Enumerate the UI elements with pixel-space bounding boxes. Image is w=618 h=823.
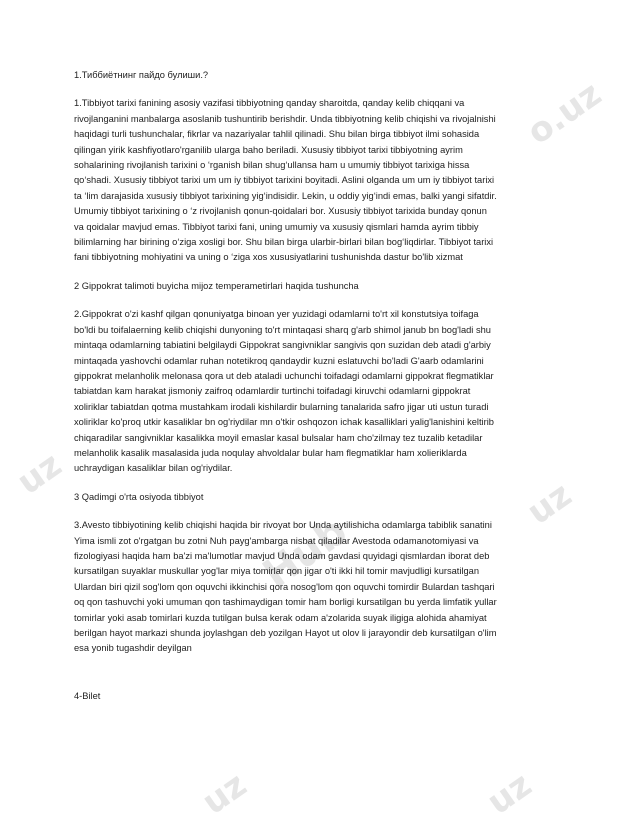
- question-2-title: 2 Gippokrat talimoti buyicha mijoz temperametirlari haqida tushuncha: [74, 280, 359, 291]
- paragraph-line: fani tibbiyotning mohiyatini va uning o ‘ziga xos xususiyatlarini tushunishda dastur bo'lib xizmat: [74, 252, 463, 263]
- paragraph-line: Umumiy tibbiyot tarixining o ‘z rivojlanish qonun-qoidalari bor. Xususiy tibbiyot tarixida bunday qonun: [74, 206, 487, 217]
- paragraph-line: qilingan yirik kashfiyotlaro'rganilib ularga baho beriladi. Xususiy tibbiyot tarixi tibbiyotning ayrim: [74, 144, 463, 155]
- watermark: uz: [10, 444, 69, 503]
- answer-2-paragraph: [74, 307, 548, 476]
- paragraph-line: xoliriklar ko'proq utkir kasaliklar bn og'riydilar mn o'tkir oshqozon ichak kasalliklari yalig'lanishini keltirib: [74, 417, 494, 428]
- paragraph-line: mintaqa odamlarning tabiatini belgilaydi Gippokrat sangivniklar sangivis qon suzidan deb atadi g'arbiy: [74, 340, 491, 351]
- paragraph-line: 2.Gippokrat o'zi kashf qilgan qonuniyatga binoan yer yuzidagi odamlarni to'rt xil konstutsiya toifaga: [74, 309, 479, 320]
- paragraph-line: sohalarining rivojlanish tarixini o ‘rganish bilan shug‘ullansa ham u umumiy tibbiyot tarixiga hissa: [74, 160, 470, 171]
- paragraph-line: ta ‘lim darajasida xususiy tibbiyot tarixining yig‘indisidir. Lekin, u oddiy yig‘indi emas, balki yangi sifatdir.: [74, 190, 497, 201]
- watermark: uz: [480, 764, 539, 823]
- question-1-title: 1.Тиббиётнинг пайдо булиши.?: [74, 70, 209, 80]
- paragraph-line: Yima ismli zot o'rgatgan bu zotni Nuh payg'ambarga nisbat qiladilar Avestoda odamanotomiyasi va: [74, 535, 479, 546]
- paragraph-line: xoliriklar tabiatdan qotma mustahkam irodali kishilardir bularning tanalarida safro jigar uti ustun turadi: [74, 401, 489, 412]
- paragraph-line: haqidagi turli tushunchalar, fikrlar va nazariyalar tahlil qilinadi. Shu bilan birga tibbiyot ilmi sohasida: [74, 129, 480, 140]
- paragraph-line: bilimlarning har birining o‘ziga xosligi bor. Shu bilan birga ularbir-birlari bilan bog‘liqdirlar. Tibbiyot tarixi: [74, 237, 494, 248]
- paragraph-line: oq qon tashuvchi yoki umuman qon tashimaydigan tomir ham borligi kursatilgan bu yerda limfatik yullar: [74, 597, 497, 608]
- paragraph-line: qo‘shadi. Xususiy tibbiyot tarixi um um iy tibbiyot tarixini boyitadi. Aslini olganda um um iy tibbiyot tarixi: [74, 175, 495, 186]
- paragraph-line: chiqaradilar sangivniklar kasalikka moyil emaslar kasal bulsalar ham cho'zilmay tez tuzalib ketadilar: [74, 432, 483, 443]
- watermark: uz: [520, 474, 579, 533]
- paragraph-line: kursatilgan suyaklar muskullar yog'lar miya tomirlar qon jigar o'ti ikki hil tomir mavjudligi kursatilgan: [74, 566, 480, 577]
- paragraph-line: fizologiyasi haqida ham ba'zi ma'lumotlar mavjud Unda odam gavdasi quyidagi qismlardan iborat deb: [74, 550, 490, 561]
- answer-3-paragraph: [74, 518, 548, 657]
- watermark: o.uz: [520, 73, 609, 153]
- paragraph-line: berilgan hayot markazi shunda joylashgan deb yozilgan Hayot ut olov li jarayondir deb kursatilgan o'lim: [74, 628, 497, 638]
- paragraph-line: uchraydigan kasaliklar bilan og'riydilar.: [74, 463, 233, 474]
- paragraph-line: mintaqada yashovchi odamlar ruhan notetikroq qandaydir kuzni eslatuvchi bo'ladi G'aarb odamlarini: [74, 355, 484, 366]
- question-3-title: 3 Qadimgi o'rta osiyoda tibbiyot: [74, 491, 204, 502]
- paragraph-line: Ulardan biri qizil sog'lom qon oquvchi ikkinchisi qora nosog'lom qon oquvchi tomirdir Bulardan tashqari: [74, 581, 495, 592]
- paragraph-line: bo'ldi bu toifalaerning kelib chiqishi dunyoning to'rt mintaqasi sharq g'arb shimol janub bn bog'ladi shu: [74, 324, 491, 335]
- watermark: Hub: [255, 508, 356, 598]
- watermark: uz: [195, 764, 254, 823]
- document-body: [74, 68, 548, 704]
- paragraph-line: va qoidalar mavjud emas. Tibbiyot tarixi fani, uning umumiy va xususiy qismlari hamda ayrim tibbiy: [74, 221, 479, 232]
- paragraph-line: rivojlanganini manbalarga asoslanib tushuntirib berishdir. Unda tibbiyotning kelib chiqishi va rivojalnishi: [74, 113, 496, 124]
- paragraph-line: tomirlar yoki asab tomirlari kuzda tutilgan bulsa kerak odam a'zolarida suyak iligiga alohida ahamiyat: [74, 612, 487, 623]
- paragraph-line: gippokrat melanholik melonasa qora ut deb ataladi uchunchi toifadagi odamlarni gippokrat flegmatiklar: [74, 370, 494, 381]
- paragraph-line: melanholik kasalik masalasida juda noqulay ahvoldalar bular ham flegmatiklar ham xolieriklarda: [74, 447, 467, 458]
- paragraph-line: 3.Avesto tibbiyotining kelib chiqishi haqida bir rivoyat bor Unda aytilishicha odamlarga tabiblik sanatini: [74, 520, 492, 531]
- answer-1-paragraph: [74, 96, 548, 265]
- paragraph-line: 1.Tibbiyot tarixi fanining asosiy vazifasi tibbiyotning qanday sharoitda, qanday kelib chiqqani va: [74, 98, 465, 109]
- paragraph-line: tabiatdan kam harakat jismoniy zaifroq odamlardir turtinchi toifadagi kiruvchi odamlarni gippokrat: [74, 386, 471, 397]
- ticket-label: 4-Bilet: [74, 690, 101, 701]
- paragraph-line: esa yonib tugashdir deyilgan: [74, 643, 192, 654]
